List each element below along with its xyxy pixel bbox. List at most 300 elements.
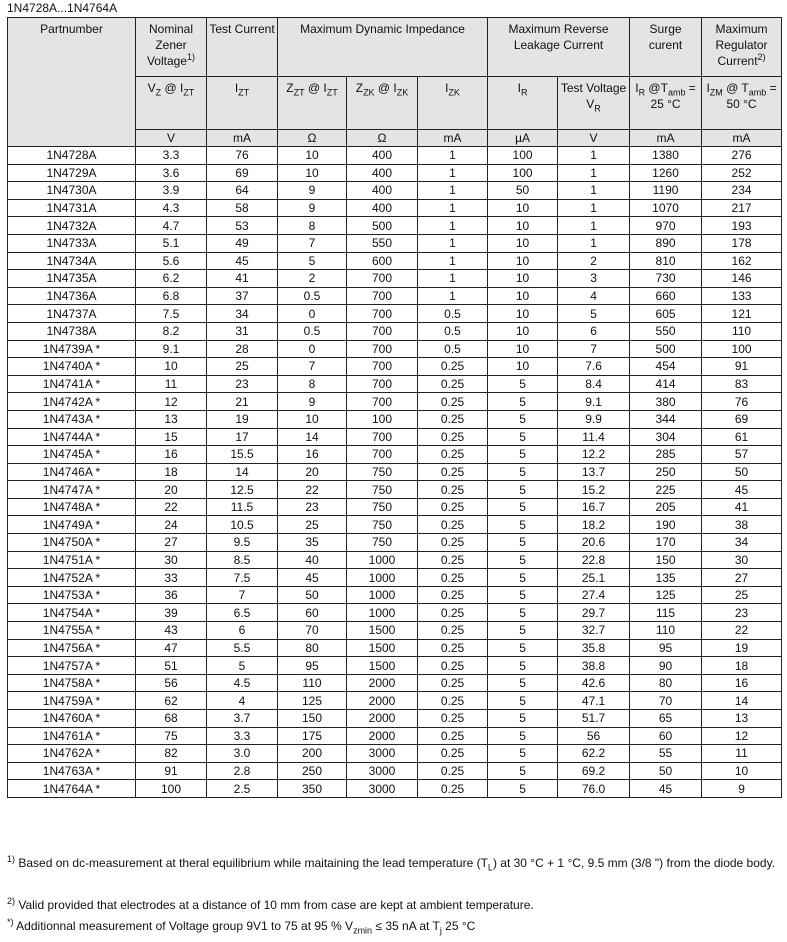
value-cell: 17 — [207, 428, 278, 446]
value-cell: 4.7 — [136, 217, 207, 235]
value-cell: 13 — [702, 710, 782, 728]
value-cell: 1500 — [347, 639, 418, 657]
value-cell: 35.8 — [558, 639, 630, 657]
value-cell: 0 — [278, 340, 347, 358]
value-cell: 2000 — [347, 710, 418, 728]
value-cell: 1 — [558, 147, 630, 165]
header-row-units — [8, 130, 782, 147]
value-cell: 6.8 — [136, 287, 207, 305]
value-cell: 23 — [702, 604, 782, 622]
value-cell: 30 — [136, 551, 207, 569]
value-cell: 15.2 — [558, 481, 630, 499]
table-row — [8, 217, 782, 235]
unit-cell: Ω — [347, 130, 418, 147]
value-cell: 16 — [702, 674, 782, 692]
value-cell: 7 — [558, 340, 630, 358]
value-cell: 45 — [702, 481, 782, 499]
value-cell: 550 — [630, 322, 702, 340]
part-number-cell: 1N4751A * — [8, 551, 136, 569]
value-cell: 0.25 — [418, 534, 488, 552]
text: Z — [286, 81, 294, 95]
supscript: 2) — [7, 896, 16, 906]
value-cell: 205 — [630, 498, 702, 516]
subscript: R — [594, 103, 601, 114]
value-cell: 250 — [630, 463, 702, 481]
value-cell: 12.2 — [558, 446, 630, 464]
value-cell: 10 — [278, 164, 347, 182]
text: @ I — [161, 81, 184, 95]
value-cell: 0.25 — [418, 410, 488, 428]
value-cell: 83 — [702, 375, 782, 393]
value-cell: 30 — [702, 551, 782, 569]
value-cell: 200 — [278, 745, 347, 763]
value-cell: 38.8 — [558, 657, 630, 675]
column-header — [418, 77, 488, 130]
value-cell: 20.6 — [558, 534, 630, 552]
value-cell: 0.25 — [418, 604, 488, 622]
value-cell: 125 — [630, 586, 702, 604]
part-number-cell: 1N4730A — [8, 182, 136, 200]
table-row — [8, 692, 782, 710]
value-cell: 0.25 — [418, 745, 488, 763]
value-cell: 193 — [702, 217, 782, 235]
value-cell: 0.25 — [418, 463, 488, 481]
part-number-cell: 1N4729A — [8, 164, 136, 182]
value-cell: 51.7 — [558, 710, 630, 728]
text: Maximum Regulator Current — [715, 22, 768, 68]
value-cell: 5 — [488, 710, 558, 728]
value-cell: 6 — [558, 322, 630, 340]
value-cell: 4 — [207, 692, 278, 710]
value-cell: 890 — [630, 234, 702, 252]
unit-cell: mA — [207, 130, 278, 147]
value-cell: 0.5 — [278, 322, 347, 340]
text: Surge curent — [648, 22, 683, 52]
part-number-cell: 1N4749A * — [8, 516, 136, 534]
value-cell: 3.7 — [207, 710, 278, 728]
value-cell: 3.0 — [207, 745, 278, 763]
value-cell: 5 — [488, 534, 558, 552]
value-cell: 3 — [558, 270, 630, 288]
value-cell: 50 — [630, 762, 702, 780]
text: Z — [355, 81, 364, 95]
value-cell: 58 — [207, 199, 278, 217]
table-row — [8, 270, 782, 288]
table-row — [8, 657, 782, 675]
value-cell: 90 — [630, 657, 702, 675]
value-cell: 5 — [278, 252, 347, 270]
value-cell: 700 — [347, 287, 418, 305]
subscript: R — [520, 87, 528, 98]
value-cell: 5.6 — [136, 252, 207, 270]
value-cell: 0.5 — [418, 305, 488, 323]
value-cell: 380 — [630, 393, 702, 411]
value-cell: 750 — [347, 498, 418, 516]
value-cell: 1 — [418, 147, 488, 165]
value-cell: 27 — [702, 569, 782, 587]
text: V — [147, 81, 156, 95]
text: ≤ 35 nA at T — [372, 919, 440, 933]
value-cell: 14 — [278, 428, 347, 446]
value-cell: 1000 — [347, 569, 418, 587]
value-cell: 12 — [136, 393, 207, 411]
table-body — [8, 147, 782, 798]
column-group-header — [702, 18, 782, 77]
supscript: *) — [7, 917, 14, 927]
value-cell: 10 — [488, 270, 558, 288]
column-header — [278, 77, 347, 130]
value-cell: 1 — [558, 217, 630, 235]
part-number-cell: 1N4755A * — [8, 622, 136, 640]
value-cell: 29.7 — [558, 604, 630, 622]
value-cell: 91 — [702, 358, 782, 376]
text: Maximum Dynamic Impedance — [300, 22, 465, 36]
subscript: ZT — [326, 87, 338, 98]
value-cell: 16.7 — [558, 498, 630, 516]
part-number-cell: 1N4752A * — [8, 569, 136, 587]
column-group-header — [136, 18, 207, 77]
unit-cell: mA — [630, 130, 702, 147]
value-cell: 41 — [207, 270, 278, 288]
subscript: Z — [155, 87, 162, 98]
value-cell: 1380 — [630, 147, 702, 165]
table-row — [8, 463, 782, 481]
value-cell: 110 — [278, 674, 347, 692]
value-cell: 14 — [702, 692, 782, 710]
value-cell: 810 — [630, 252, 702, 270]
footnote-2 — [7, 897, 782, 914]
text: Test Current — [209, 22, 275, 36]
value-cell: 252 — [702, 164, 782, 182]
value-cell: 27.4 — [558, 586, 630, 604]
part-number-cell: 1N4732A — [8, 217, 136, 235]
value-cell: 750 — [347, 463, 418, 481]
value-cell: 28 — [207, 340, 278, 358]
value-cell: 3.9 — [136, 182, 207, 200]
header-row-groups — [8, 18, 782, 77]
value-cell: 43 — [136, 622, 207, 640]
value-cell: 68 — [136, 710, 207, 728]
value-cell: 5 — [488, 463, 558, 481]
unit-cell: Ω — [278, 130, 347, 147]
unit-cell: mA — [418, 130, 488, 147]
value-cell: 8.4 — [558, 375, 630, 393]
value-cell: 550 — [347, 234, 418, 252]
value-cell: 110 — [630, 622, 702, 640]
table-row — [8, 340, 782, 358]
value-cell: 16 — [136, 446, 207, 464]
value-cell: 49 — [207, 234, 278, 252]
part-number-cell: 1N4743A * — [8, 410, 136, 428]
value-cell: 700 — [347, 340, 418, 358]
column-header — [702, 77, 782, 130]
value-cell: 10 — [278, 147, 347, 165]
value-cell: 225 — [630, 481, 702, 499]
supscript: 1) — [7, 854, 16, 864]
value-cell: 11.4 — [558, 428, 630, 446]
value-cell: 125 — [278, 692, 347, 710]
value-cell: 178 — [702, 234, 782, 252]
value-cell: 51 — [136, 657, 207, 675]
column-group-header — [278, 18, 488, 77]
value-cell: 10 — [488, 305, 558, 323]
subscript: ZK — [448, 87, 460, 98]
value-cell: 45 — [630, 780, 702, 798]
text: ) at 30 °C + 1 °C, 9.5 mm (3/8 ") from the diode body. — [492, 856, 776, 870]
text: @ I — [374, 81, 397, 95]
table-row — [8, 780, 782, 798]
part-number-cell: 1N4748A * — [8, 498, 136, 516]
value-cell: 3000 — [347, 762, 418, 780]
table-row — [8, 252, 782, 270]
value-cell: 5 — [488, 604, 558, 622]
part-number-cell: 1N4753A * — [8, 586, 136, 604]
value-cell: 0.25 — [418, 569, 488, 587]
text: I — [517, 81, 521, 95]
part-number-cell: 1N4758A * — [8, 674, 136, 692]
value-cell: 45 — [207, 252, 278, 270]
value-cell: 18 — [702, 657, 782, 675]
value-cell: 0 — [278, 305, 347, 323]
value-cell: 9.1 — [558, 393, 630, 411]
value-cell: 1 — [558, 234, 630, 252]
value-cell: 25 — [207, 358, 278, 376]
part-number-cell: 1N4757A * — [8, 657, 136, 675]
subscript: zmin — [353, 925, 373, 936]
value-cell: 1000 — [347, 586, 418, 604]
value-cell: 10 — [488, 199, 558, 217]
value-cell: 37 — [207, 287, 278, 305]
value-cell: 20 — [136, 481, 207, 499]
table-row — [8, 604, 782, 622]
value-cell: 5 — [488, 446, 558, 464]
value-cell: 1 — [418, 164, 488, 182]
value-cell: 25 — [278, 516, 347, 534]
part-number-cell: 1N4762A * — [8, 745, 136, 763]
value-cell: 0.25 — [418, 551, 488, 569]
value-cell: 2 — [558, 252, 630, 270]
value-cell: 47 — [136, 639, 207, 657]
part-number-cell: 1N4739A * — [8, 340, 136, 358]
text: I — [706, 81, 710, 95]
table-row — [8, 199, 782, 217]
value-cell: 19 — [702, 639, 782, 657]
value-cell: 6.2 — [136, 270, 207, 288]
supscript: 2) — [757, 52, 766, 62]
value-cell: 3.3 — [207, 727, 278, 745]
value-cell: 344 — [630, 410, 702, 428]
value-cell: 115 — [630, 604, 702, 622]
value-cell: 3.6 — [136, 164, 207, 182]
table-row — [8, 234, 782, 252]
text: Additionnal measurement of Voltage group 9V1 to 75 at 95 % V — [13, 919, 354, 933]
value-cell: 8.2 — [136, 322, 207, 340]
value-cell: 121 — [702, 305, 782, 323]
text: Based on dc-measurement at theral equilibrium while maitaining the lead temperature (T — [15, 856, 488, 870]
table-row — [8, 375, 782, 393]
value-cell: 0.25 — [418, 710, 488, 728]
value-cell: 9 — [278, 199, 347, 217]
value-cell: 35 — [278, 534, 347, 552]
part-number-cell: 1N4731A — [8, 199, 136, 217]
value-cell: 9.1 — [136, 340, 207, 358]
value-cell: 82 — [136, 745, 207, 763]
value-cell: 9 — [278, 182, 347, 200]
value-cell: 5 — [488, 622, 558, 640]
value-cell: 9 — [278, 393, 347, 411]
value-cell: 4.5 — [207, 674, 278, 692]
value-cell: 56 — [558, 727, 630, 745]
value-cell: 276 — [702, 147, 782, 165]
value-cell: 39 — [136, 604, 207, 622]
value-cell: 500 — [630, 340, 702, 358]
table-row — [8, 516, 782, 534]
part-number-cell: 1N4760A * — [8, 710, 136, 728]
value-cell: 170 — [630, 534, 702, 552]
value-cell: 7.5 — [207, 569, 278, 587]
value-cell: 8 — [278, 375, 347, 393]
value-cell: 454 — [630, 358, 702, 376]
value-cell: 7 — [278, 358, 347, 376]
value-cell: 0.25 — [418, 657, 488, 675]
value-cell: 64 — [207, 182, 278, 200]
column-header — [488, 77, 558, 130]
table-row — [8, 498, 782, 516]
value-cell: 31 — [207, 322, 278, 340]
value-cell: 15 — [136, 428, 207, 446]
column-header — [8, 77, 136, 130]
value-cell: 5 — [488, 745, 558, 763]
value-cell: 700 — [347, 322, 418, 340]
value-cell: 700 — [347, 305, 418, 323]
part-number-cell: 1N4763A * — [8, 762, 136, 780]
part-number-cell: 1N4754A * — [8, 604, 136, 622]
value-cell: 0.25 — [418, 586, 488, 604]
value-cell: 350 — [278, 780, 347, 798]
value-cell: 38 — [702, 516, 782, 534]
part-number-cell: 1N4745A * — [8, 446, 136, 464]
table-row — [8, 727, 782, 745]
column-header — [347, 77, 418, 130]
column-header — [207, 77, 278, 130]
value-cell: 14 — [207, 463, 278, 481]
value-cell: 1 — [418, 234, 488, 252]
value-cell: 12.5 — [207, 481, 278, 499]
footnote-1 — [7, 855, 782, 872]
value-cell: 0.25 — [418, 727, 488, 745]
value-cell: 1 — [418, 199, 488, 217]
value-cell: 100 — [702, 340, 782, 358]
value-cell: 0.5 — [418, 322, 488, 340]
value-cell: 1 — [418, 270, 488, 288]
value-cell: 100 — [488, 147, 558, 165]
value-cell: 1 — [418, 217, 488, 235]
value-cell: 5 — [488, 692, 558, 710]
value-cell: 69.2 — [558, 762, 630, 780]
text: Test Voltage V — [560, 81, 627, 111]
text: I — [445, 81, 449, 95]
value-cell: 1500 — [347, 622, 418, 640]
value-cell: 0.25 — [418, 481, 488, 499]
value-cell: 1000 — [347, 604, 418, 622]
value-cell: 1 — [418, 182, 488, 200]
part-number-cell: 1N4735A — [8, 270, 136, 288]
value-cell: 1 — [418, 287, 488, 305]
table-row — [8, 182, 782, 200]
value-cell: 10 — [488, 358, 558, 376]
value-cell: 5 — [207, 657, 278, 675]
unit-cell — [8, 130, 136, 147]
value-cell: 1 — [558, 199, 630, 217]
value-cell: 10 — [136, 358, 207, 376]
value-cell: 5 — [488, 727, 558, 745]
column-header — [136, 77, 207, 130]
value-cell: 80 — [630, 674, 702, 692]
value-cell: 2000 — [347, 727, 418, 745]
value-cell: 13.7 — [558, 463, 630, 481]
value-cell: 700 — [347, 446, 418, 464]
text: = 25 °C — [650, 81, 696, 111]
value-cell: 5 — [488, 428, 558, 446]
value-cell: 41 — [702, 498, 782, 516]
part-number-cell: 1N4728A — [8, 147, 136, 165]
value-cell: 5 — [558, 305, 630, 323]
value-cell: 0.25 — [418, 516, 488, 534]
value-cell: 0.25 — [418, 674, 488, 692]
value-cell: 24 — [136, 516, 207, 534]
table-row — [8, 358, 782, 376]
table-row — [8, 551, 782, 569]
value-cell: 10 — [488, 234, 558, 252]
value-cell: 146 — [702, 270, 782, 288]
value-cell: 0.25 — [418, 622, 488, 640]
value-cell: 2000 — [347, 692, 418, 710]
value-cell: 53 — [207, 217, 278, 235]
table-row — [8, 534, 782, 552]
value-cell: 10 — [278, 410, 347, 428]
value-cell: 135 — [630, 569, 702, 587]
value-cell: 60 — [278, 604, 347, 622]
value-cell: 76.0 — [558, 780, 630, 798]
value-cell: 5 — [488, 375, 558, 393]
value-cell: 4.3 — [136, 199, 207, 217]
value-cell: 5 — [488, 498, 558, 516]
value-cell: 2 — [278, 270, 347, 288]
value-cell: 100 — [136, 780, 207, 798]
value-cell: 47.1 — [558, 692, 630, 710]
value-cell: 0.25 — [418, 428, 488, 446]
part-number-cell: 1N4759A * — [8, 692, 136, 710]
value-cell: 400 — [347, 147, 418, 165]
value-cell: 700 — [347, 428, 418, 446]
column-header — [630, 77, 702, 130]
value-cell: 80 — [278, 639, 347, 657]
table-row — [8, 710, 782, 728]
value-cell: 70 — [278, 622, 347, 640]
value-cell: 18.2 — [558, 516, 630, 534]
value-cell: 5 — [488, 410, 558, 428]
zener-diode-table — [7, 17, 782, 798]
subscript: ZT — [238, 87, 250, 98]
unit-cell: mA — [702, 130, 782, 147]
value-cell: 133 — [702, 287, 782, 305]
value-cell: 50 — [278, 586, 347, 604]
value-cell: 1190 — [630, 182, 702, 200]
value-cell: 22 — [278, 481, 347, 499]
column-group-header — [207, 18, 278, 77]
value-cell: 22.8 — [558, 551, 630, 569]
value-cell: 5 — [488, 674, 558, 692]
